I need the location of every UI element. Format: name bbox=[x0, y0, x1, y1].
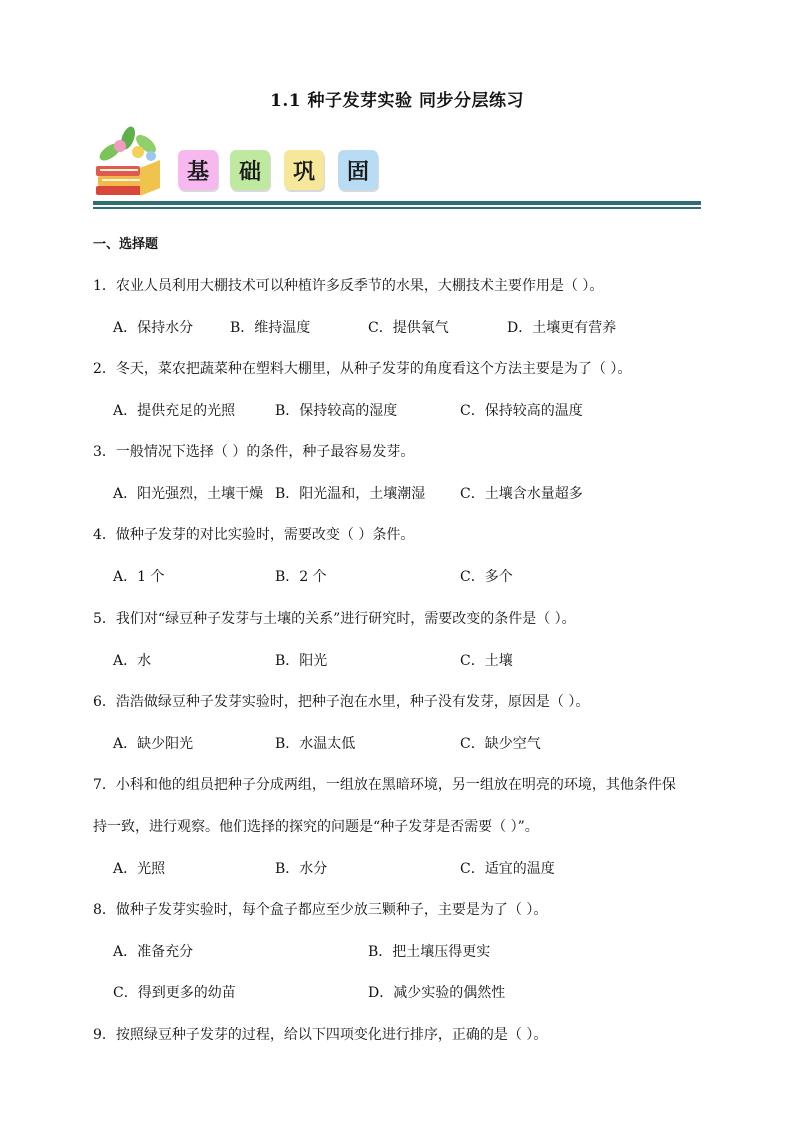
option-8a[interactable]: A．准备充分 bbox=[113, 944, 194, 960]
option-7a[interactable]: A．光照 bbox=[113, 861, 166, 877]
option-4a[interactable]: A．1 个 bbox=[113, 569, 165, 585]
question-1: 1．农业人员利用大棚技术可以种植许多反季节的水果，大棚技术主要作用是（ ）。 bbox=[93, 278, 604, 294]
page-title: 1.1 种子发芽实验 同步分层练习 bbox=[270, 91, 524, 111]
question-2: 2．冬天，菜农把蔬菜种在塑料大棚里，从种子发芽的角度看这个方法主要是为了（ ）。 bbox=[93, 361, 632, 377]
option-2c[interactable]: C．保持较高的温度 bbox=[460, 403, 583, 419]
option-1a[interactable]: A．保持水分 bbox=[113, 320, 194, 336]
divider-thin bbox=[93, 207, 701, 209]
option-2b[interactable]: B．保持较高的湿度 bbox=[275, 403, 398, 419]
option-8d[interactable]: D．减少实验的偶然性 bbox=[368, 985, 506, 1001]
question-3: 3．一般情况下选择（ ）的条件，种子最容易发芽。 bbox=[93, 444, 415, 460]
question-7: 7．小科和他的组员把种子分成两组，一组放在黑暗环境，另一组放在明亮的环境，其他条件保 bbox=[93, 777, 676, 793]
question-7-continued: 持一致，进行观察。他们选择的探究的问题是“种子发芽是否需要（ ）”。 bbox=[93, 819, 539, 835]
question-6: 6．浩浩做绿豆种子发芽实验时，把种子泡在水里，种子没有发芽，原因是（ ）。 bbox=[93, 694, 590, 710]
option-5c[interactable]: C．土壤 bbox=[460, 653, 513, 669]
divider-thick bbox=[93, 201, 701, 205]
question-8: 8．做种子发芽实验时，每个盒子都应至少放三颗种子，主要是为了（ ）。 bbox=[93, 902, 548, 918]
badge-chu: 础 bbox=[230, 150, 270, 190]
option-7c[interactable]: C．适宜的温度 bbox=[460, 861, 555, 877]
option-2a[interactable]: A．提供充足的光照 bbox=[113, 403, 236, 419]
option-4c[interactable]: C．多个 bbox=[460, 569, 513, 585]
option-3b[interactable]: B．阳光温和，土壤潮湿 bbox=[275, 486, 426, 502]
question-4: 4．做种子发芽的对比实验时，需要改变（ ）条件。 bbox=[93, 527, 415, 543]
section-banner bbox=[88, 118, 708, 214]
option-1b[interactable]: B．维持温度 bbox=[230, 320, 311, 336]
option-3c[interactable]: C．土壤含水量超多 bbox=[460, 486, 583, 502]
badge-ji: 基 bbox=[178, 150, 218, 190]
option-5b[interactable]: B．阳光 bbox=[275, 653, 328, 669]
option-6c[interactable]: C．缺少空气 bbox=[460, 736, 541, 752]
option-8b[interactable]: B．把土壤压得更实 bbox=[368, 944, 491, 960]
question-5: 5．我们对“绿豆种子发芽与土壤的关系”进行研究时，需要改变的条件是（ ）。 bbox=[93, 611, 576, 627]
question-9: 9．按照绿豆种子发芽的过程，给以下四项变化进行排序，正确的是（ ）。 bbox=[93, 1027, 548, 1043]
badge-gu: 固 bbox=[338, 150, 378, 190]
option-1c[interactable]: C．提供氧气 bbox=[368, 320, 449, 336]
option-3a[interactable]: A．阳光强烈，土壤干燥 bbox=[113, 486, 264, 502]
option-8c[interactable]: C．得到更多的幼苗 bbox=[113, 985, 236, 1001]
option-4b[interactable]: B．2 个 bbox=[275, 569, 327, 585]
option-6b[interactable]: B．水温太低 bbox=[275, 736, 356, 752]
book-plant-illustration bbox=[88, 122, 168, 202]
option-7b[interactable]: B．水分 bbox=[275, 861, 328, 877]
section-title: 一、选择题 bbox=[93, 237, 159, 252]
option-6a[interactable]: A．缺少阳光 bbox=[113, 736, 194, 752]
option-1d[interactable]: D．土壤更有营养 bbox=[507, 320, 617, 336]
option-5a[interactable]: A．水 bbox=[113, 653, 152, 669]
badge-gong: 巩 bbox=[284, 150, 324, 190]
